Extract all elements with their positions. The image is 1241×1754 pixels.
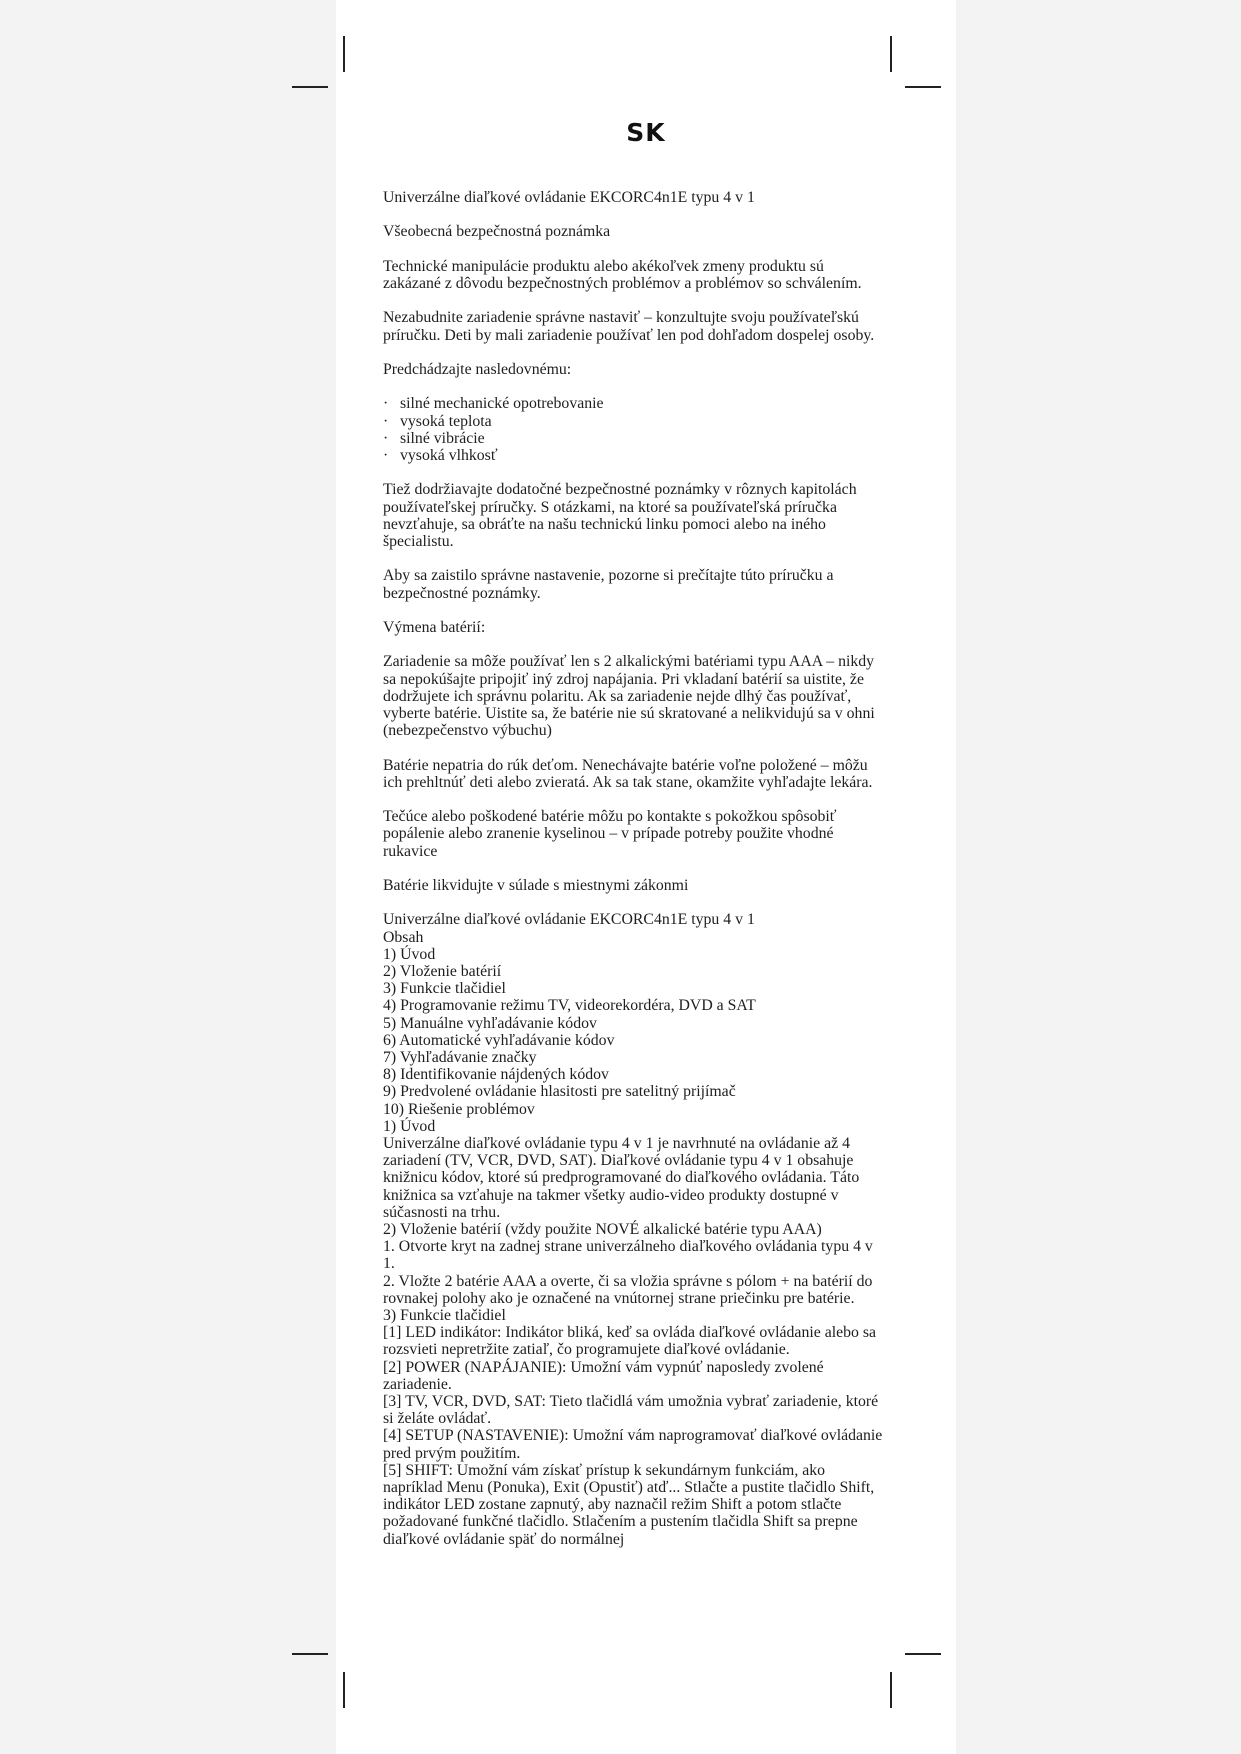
toc-line: 8) Identifikovanie nájdených kódov [383, 1066, 609, 1084]
list-item: · silné vibrácie [383, 430, 883, 447]
table-of-contents [383, 911, 883, 1135]
button-function-setup: [4] SETUP (NASTAVENIE): Umožní vám naprogramovať diaľkové ovládanie pred prvým použitím. [383, 1427, 883, 1462]
battery-insert-heading: 2) Vloženie batérií (vždy použite NOVÉ alkalické batérie typu AAA) [383, 1220, 822, 1238]
toc-line: 7) Vyhľadávanie značky [383, 1048, 537, 1066]
crop-mark-bottom-right-vertical [890, 1672, 892, 1708]
toc-line: 1) Úvod [383, 945, 436, 963]
avoid-list [383, 395, 883, 464]
crop-mark-top-right-vertical [890, 36, 892, 72]
crop-mark-top-right-horizontal [905, 86, 941, 88]
intro-text: Univerzálne diaľkové ovládanie typu 4 v 1 je navrhnuté na ovládanie až 4 zariadení (TV, VCR, DVD, SAT). Diaľkové ovládanie typu 4 v 1 obsahuje knižnicu kódov, ktoré sú predprogramované do diaľkového ovládania. Táto knižnica sa vzťahuje na takmer všetky audio-video produkty dostupné v súčasnosti na trhu. [383, 1134, 860, 1221]
battery-step-2: 2. Vložte 2 batérie AAA a overte, či sa vložia správne s pólom + na batérií do rovnakej polohy ako je označené na vnútornej strane priečinku pre batérie. [383, 1272, 873, 1307]
list-item: · silné mechanické opotrebovanie [383, 395, 883, 412]
battery-paragraph-2: Batérie nepatria do rúk deťom. Nenechávajte batérie voľne položené – môžu ich prehltnúť deti alebo zvieratá. Ak sa tak stane, okamžite vyhľadajte lekára. [383, 756, 873, 791]
crop-mark-bottom-left-vertical [343, 1672, 345, 1708]
battery-step-1: 1. Otvorte kryt na zadnej strane univerzálneho diaľkového ovládania typu 4 v 1. [383, 1238, 873, 1273]
document-content [383, 189, 883, 1548]
safety-paragraph-1: Technické manipulácie produktu alebo akékoľvek zmeny produktu sú zakázané z dôvodu bezpečnostných problémov a problémov so schválením. [383, 257, 862, 292]
toc-line: 9) Predvolené ovládanie hlasitosti pre satelitný prijímač [383, 1083, 736, 1101]
document-title: Univerzálne diaľkové ovládanie EKCORC4n1E typu 4 v 1 [383, 189, 755, 206]
toc-line: 6) Automatické vyhľadávanie kódov [383, 1031, 615, 1049]
toc-line: Univerzálne diaľkové ovládanie EKCORC4n1E typu 4 v 1 [383, 911, 755, 929]
crop-mark-top-left-vertical [343, 36, 345, 72]
button-function-shift: [5] SHIFT: Umožní vám získať prístup k sekundárnym funkciám, ako napríklad Menu (Ponuka), Exit (Opustiť) atď... Stlačte a pustite tlačidlo Shift, indikátor LED zostane zapnutý, aby naznačil režim Shift a potom stlačte požadované funkčné tlačidlo. Stlačením a pustením tlačidla Shift sa prepne diaľkové ovládanie späť do normálnej [383, 1461, 875, 1548]
toc-line: 3) Funkcie tlačidiel [383, 980, 506, 998]
toc-line: 1) Úvod [383, 1117, 436, 1135]
toc-line: 5) Manuálne vyhľadávanie kódov [383, 1014, 597, 1032]
list-item: · vysoká teplota [383, 413, 883, 430]
button-function-device: [3] TV, VCR, DVD, SAT: Tieto tlačidlá vám umožnia vybrať zariadenie, ktoré si želáte ovládať. [383, 1393, 879, 1428]
button-function-power: [2] POWER (NAPÁJANIE): Umožní vám vypnúť naposledy zvolené zariadenie. [383, 1358, 824, 1393]
crop-mark-bottom-right-horizontal [905, 1653, 941, 1655]
safety-heading: Všeobecná bezpečnostná poznámka [383, 223, 611, 241]
body-text [383, 1135, 883, 1548]
battery-paragraph-1: Zariadenie sa môže používať len s 2 alkalickými batériami typu AAA – nikdy sa nepokúšajte pripojiť iný zdroj napájania. Pri vkladaní batérií sa uistite, že dodržujete ich správnu polaritu. Ak sa zariadenie nejde dlhý čas používať, vyberte batérie. Uistite sa, že batérie nie sú skratované a nelikvidujú sa v ohni (nebezpečenstvo výbuchu) [383, 653, 875, 740]
safety-paragraph-3: Tiež dodržiavajte dodatočné bezpečnostné poznámky v rôznych kapitolách používateľskej príručky. S otázkami, na ktoré sa používateľská príručka nevzťahuje, sa obráťte na našu technickú linku pomoci alebo na iného špecialistu. [383, 481, 857, 550]
battery-paragraph-3: Tečúce alebo poškodené batérie môžu po kontakte s pokožkou spôsobiť popálenie alebo zranenie kyselinou – v prípade potreby použite vhodné rukavice [383, 808, 837, 860]
crop-mark-top-left-horizontal [292, 86, 328, 88]
crop-mark-bottom-left-horizontal [292, 1653, 328, 1655]
list-item: · vysoká vlhkosť [383, 447, 883, 464]
toc-line: 2) Vloženie batérií [383, 962, 502, 980]
language-code-heading: SK [626, 118, 666, 147]
button-functions-heading: 3) Funkcie tlačidiel [383, 1307, 506, 1324]
battery-replacement-heading: Výmena batérií: [383, 618, 486, 636]
safety-paragraph-4: Aby sa zaistilo správne nastavenie, pozorne si prečítajte túto príručku a bezpečnostné poznámky. [383, 567, 834, 602]
avoid-heading: Predchádzajte nasledovnému: [383, 360, 572, 378]
safety-paragraph-2: Nezabudnite zariadenie správne nastaviť – konzultujte svoju používateľskú príručku. Deti by mali zariadenie používať len pod dohľadom dospelej osoby. [383, 309, 875, 344]
battery-disposal-note: Batérie likvidujte v súlade s miestnymi zákonmi [383, 876, 689, 894]
toc-line: Obsah [383, 928, 424, 946]
button-function-led: [1] LED indikátor: Indikátor bliká, keď sa ovláda diaľkové ovládanie alebo sa rozsvieti nepretržite zatiaľ, čo programujete diaľkové ovládanie. [383, 1324, 877, 1359]
toc-line: 4) Programovanie režimu TV, videorekordéra, DVD a SAT [383, 997, 756, 1015]
toc-line: 10) Riešenie problémov [383, 1100, 535, 1118]
